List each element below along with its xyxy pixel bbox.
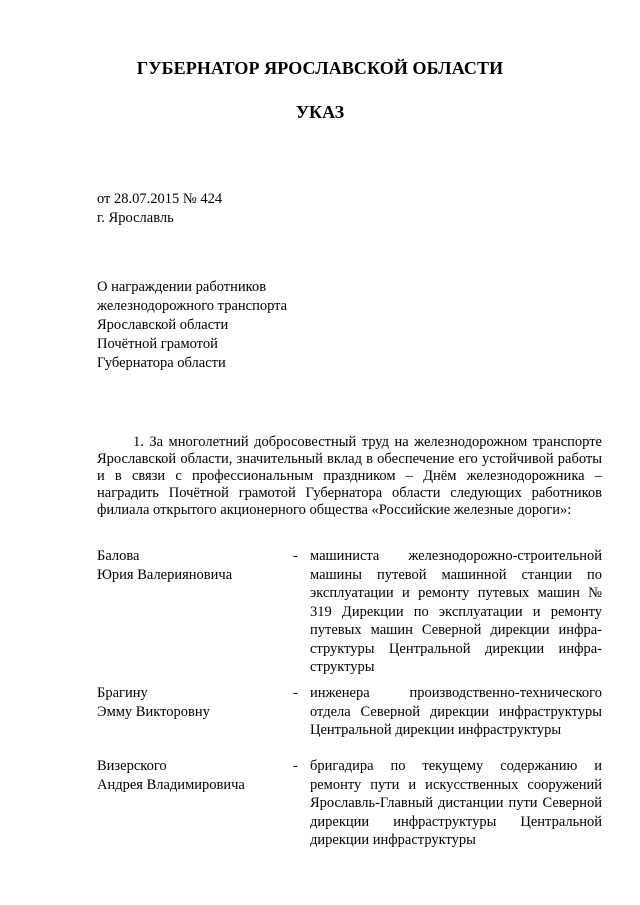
dash-separator: - — [293, 758, 298, 774]
awardee-position: инженера производственно-технического отдела Северной дирекции инфраструктуры Центральной дирекции инфраструктуры — [310, 685, 602, 738]
issuing-authority: ГУБЕРНАТОР ЯРОСЛАВСКОЙ ОБЛАСТИ — [136, 58, 504, 78]
awardee-surname: Визерского — [97, 758, 167, 774]
awardee-given-name: Эмму Викторовну — [97, 703, 210, 720]
subject-block — [97, 278, 287, 373]
awardee-position: бригадира по текущему содержанию и ремонту пути и искусственных сооружений Ярославль-Главный дистанции пути Северной дирекции инфраструктуры Центральной дирекции инфраструктуры — [310, 758, 602, 848]
subject-line: Губернатора области — [97, 355, 226, 371]
awardee-surname: Брагину — [97, 685, 148, 701]
main-paragraph — [97, 434, 602, 519]
subject-line: железнодорожного транспорта — [97, 298, 288, 314]
awardee-entry — [97, 684, 602, 744]
subject-line: Ярославской области — [97, 317, 229, 333]
awardee-position: машиниста железнодорожно-строительной машины путевой машинной станции по эксплуатации и ремонту путевых машин № 319 Дирекции по эксплуатации и ремонту путевых машин Северной дирекции инфраструктуры Центральной дирекции инфраструктуры — [310, 548, 602, 675]
dash-separator: - — [293, 548, 298, 564]
dash-separator: - — [293, 685, 298, 701]
city: г. Ярославль — [97, 210, 174, 226]
awardee-surname: Балова — [97, 548, 140, 564]
document-type: УКАЗ — [295, 102, 345, 122]
date-number: от 28.07.2015 № 424 — [97, 191, 223, 207]
awardee-name — [97, 757, 277, 794]
awardee-name — [97, 684, 277, 721]
awardee-given-name: Юрия Валерияновича — [97, 566, 233, 583]
awardee-entry — [97, 547, 602, 677]
awardee-name — [97, 547, 277, 584]
awardee-entry — [97, 757, 602, 857]
subject-line: О награждении работников — [97, 279, 267, 295]
paragraph-text: 1. За многолетний добросовестный труд на железнодорожном транспорте Ярославской области, значительный вклад в обеспечение его устойчивой работы и в связи с профессиональным праздником – Днём железнодорожника – наградить Почётной грамотой Губернатора области следующих работников филиала открытого акционерного общества «Российские железные дороги»: — [97, 434, 602, 518]
awardee-given-name: Андрея Владимировича — [97, 776, 245, 793]
subject-line: Почётной грамотой — [97, 336, 218, 352]
